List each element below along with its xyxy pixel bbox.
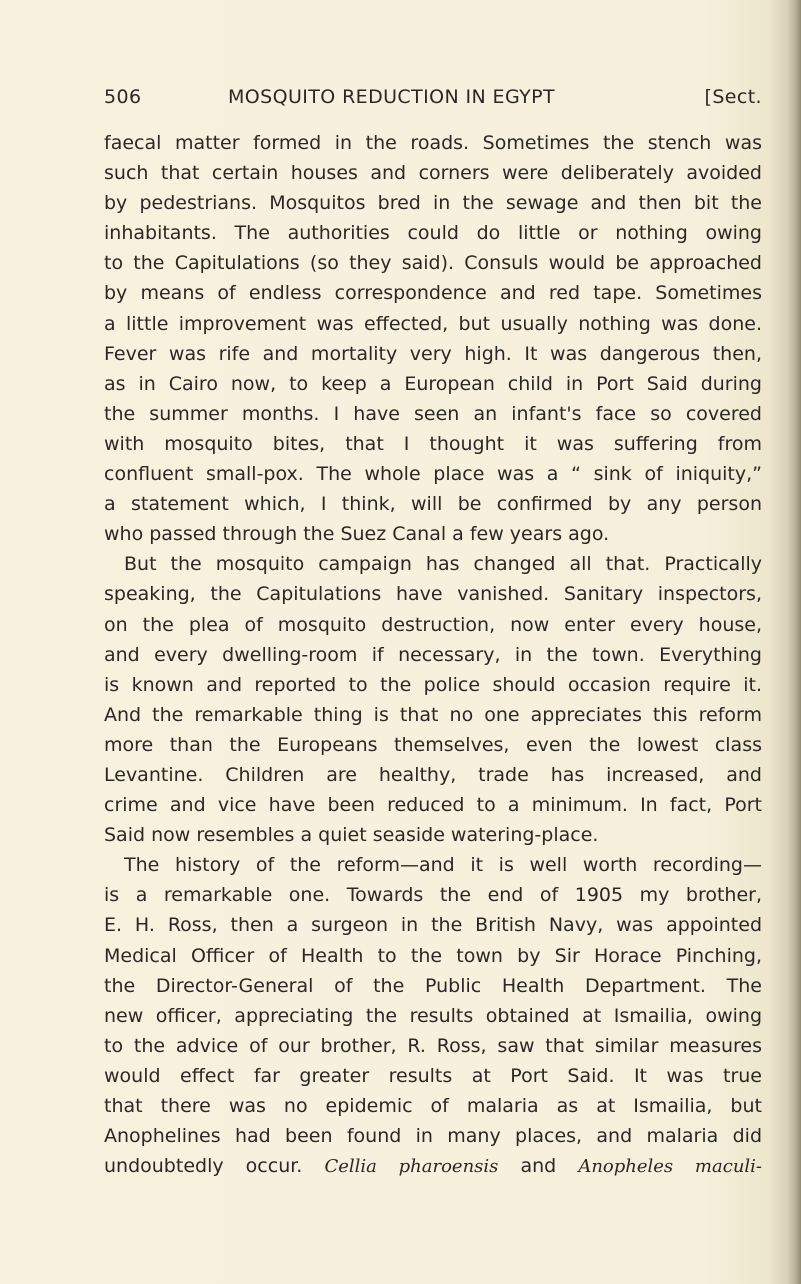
text-line: would effect far greater results at Port Said. It was true (104, 1064, 762, 1087)
page-edge-shadow (787, 0, 801, 1284)
text-line: crime and vice have been reduced to a minimum. In fact, Port (104, 794, 762, 817)
text-line: And the remarkable thing is that no one appreciates this reform (104, 703, 762, 726)
text-line: inhabitants. The authorities could do little or nothing owing (104, 222, 762, 245)
text-line: Levantine. Children are healthy, trade has increased, and (104, 763, 762, 786)
text-line: confluent small-pox. The whole place was a “ sink of iniquity,” (104, 463, 762, 486)
text-line: Medical Officer of Health to the town by Sir Horace Pinching, (104, 944, 762, 967)
text-line: that there was no epidemic of malaria as at Ismailia, but (104, 1095, 762, 1117)
text-line: The history of the reform—and it is well worth recording— (124, 854, 762, 877)
text-line: faecal matter formed in the roads. Sometimes the stench was (104, 132, 762, 154)
text-line: Anophelines had been found in many places, and malaria did (104, 1125, 762, 1148)
text-line: Said now resembles a quiet seaside watering-place. (104, 824, 599, 847)
text-line: speaking, the Capitulations have vanished. Sanitary inspectors, (104, 583, 762, 606)
text-line: by pedestrians. Mosquitos bred in the sewage and then bit the (104, 192, 762, 215)
body-text (104, 128, 762, 1181)
text-line: But the mosquito campaign has changed all that. Practically (124, 553, 762, 576)
text-line: the summer months. I have seen an infant's face so covered (104, 402, 762, 425)
species-name: Anopheles maculi- (578, 1156, 762, 1178)
text-line-final (104, 1151, 762, 1181)
text-line: with mosquito bites, that I thought it was suffering from (104, 432, 762, 455)
running-title: MOSQUITO REDUCTION IN EGYPT (228, 86, 556, 108)
text-line: the Director-General of the Public Health Department. The (104, 974, 762, 997)
text-line: is known and reported to the police should occasion require it. (104, 673, 762, 696)
text-line: to the Capitulations (so they said). Consuls would be approached (104, 252, 762, 275)
text-line: E. H. Ross, then a surgeon in the British Navy, was appointed (104, 914, 762, 937)
text-line: new officer, appreciating the results obtained at Ismailia, owing (104, 1004, 762, 1027)
final-conj: and (520, 1155, 557, 1178)
text-line: more than the Europeans themselves, even the lowest class (104, 733, 762, 756)
text-line: as in Cairo now, to keep a European child in Port Said during (104, 372, 762, 395)
final-lead: undoubtedly occur. (104, 1155, 303, 1178)
text-line: such that certain houses and corners were deliberately avoided (104, 162, 762, 185)
text-line: who passed through the Suez Canal a few years ago. (104, 523, 610, 546)
text-line: to the advice of our brother, R. Ross, saw that similar measures (104, 1034, 762, 1057)
page-number: 506 (104, 86, 142, 108)
text-line: is a remarkable one. Towards the end of 1905 my brother, (104, 884, 762, 907)
text-line: a little improvement was effected, but usually nothing was done. (104, 312, 762, 335)
text-line: on the plea of mosquito destruction, now enter every house, (104, 613, 762, 636)
text-line: by means of endless correspondence and red tape. Sometimes (104, 282, 762, 305)
text-line: a statement which, I think, will be confirmed by any person (104, 493, 762, 516)
species-name: Cellia pharoensis (324, 1156, 499, 1178)
text-line: and every dwelling-room if necessary, in the town. Everything (104, 643, 762, 666)
section-label: [Sect. (704, 86, 762, 108)
text-line: Fever was rife and mortality very high. It was dangerous then, (104, 342, 762, 365)
running-header (104, 86, 762, 110)
